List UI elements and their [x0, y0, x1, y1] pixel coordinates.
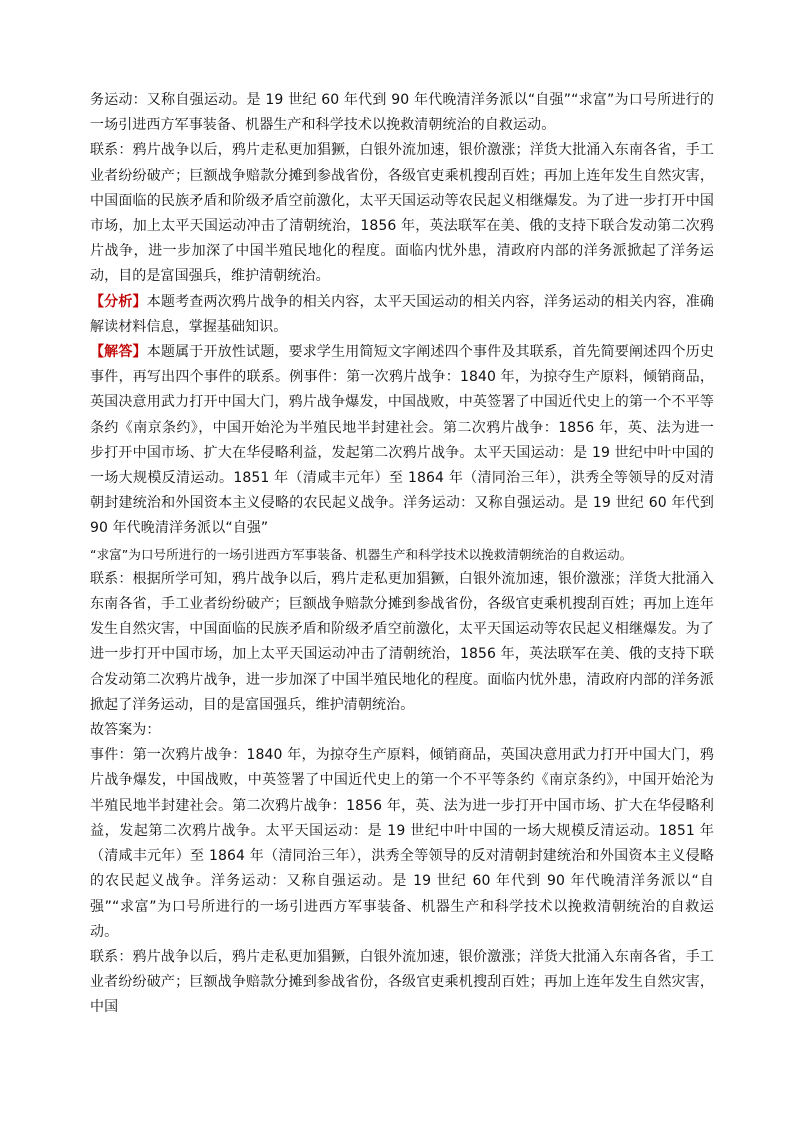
paragraph-text: 务运动：又称自强运动。是 19 世纪 60 年代到 90 年代晚清洋务派以“自强”“求富”为口号所进行的一场引进西方军事装备、机器生产和科学技术以挽救清朝统治的自救运动。	[90, 92, 714, 134]
paragraph-yangwu-definition	[90, 88, 714, 138]
paragraph-connection	[90, 138, 714, 289]
paragraph-text: 本题属于开放性试题，要求学生用简短文字阐述四个事件及其联系，首先简要阐述四个历史事件，再写出四个事件的联系。例事件：第一次鸦片战争：1840 年，为掠夺生产原料，倾销商品，英国决意用武力打开中国大门，鸦片战争爆发，中国战败，中英签署了中国近代史上的第一个不平等条约《南京条约》，中国开始沦为半殖民地半封建社会。第二次鸦片战争：1856 年，英、法为进一步打开中国市场、扩大在华侵略利益，发起第二次鸦片战争。太平天国运动：是 19 世纪中叶中国的一场大规模反清运动。1851 年（清咸丰元年）至 1864 年（清同治三年），洪秀全等领导的反对清朝封建统治和外国资本主义侵略的农民起义战争。洋务运动：又称自强运动。是 19 世纪 60 年代到 90 年代晚清洋务派以“自强”	[90, 344, 714, 537]
paragraph-answer-continued	[90, 542, 714, 567]
paragraph-analysis	[90, 290, 714, 340]
paragraph-final-answer-label	[90, 718, 714, 743]
paragraph-answer-connection	[90, 567, 714, 718]
paragraph-text: 联系：鸦片战争以后，鸦片走私更加猖獗，白银外流加速，银价激涨；洋货大批涌入东南各省，手工业者纷纷破产；巨额战争赔款分摊到参战省份，各级官吏乘机搜刮百姓；再加上连年发生自然灾害，中国面临的民族矛盾和阶级矛盾空前激化，太平天国运动等农民起义相继爆发。为了进一步打开中国市场，加上太平天国运动冲击了清朝统治，1856 年，英法联军在美、俄的支持下联合发动第二次鸦片战争，进一步加深了中国半殖民地化的程度。面临内忧外患，清政府内部的洋务派掀起了洋务运动，目的是富国强兵，维护清朝统治。	[90, 142, 714, 285]
answer-tag: 【解答】	[90, 344, 147, 361]
paragraph-text: “求富”为口号所进行的一场引进西方军事装备、机器生产和科学技术以挽救清朝统治的自救运动。	[90, 546, 633, 562]
paragraph-text: 事件：第一次鸦片战争：1840 年，为掠夺生产原料，倾销商品，英国决意用武力打开中国大门，鸦片战争爆发，中国战败，中英签署了中国近代史上的第一个不平等条约《南京条约》，中国开始沦为半殖民地半封建社会。第二次鸦片战争：1856 年，英、法为进一步打开中国市场、扩大在华侵略利益，发起第二次鸦片战争。太平天国运动：是 19 世纪中叶中国的一场大规模反清运动。1851 年（清咸丰元年）至 1864 年（清同治三年），洪秀全等领导的反对清朝封建统治和外国资本主义侵略的农民起义战争。洋务运动：又称自强运动。是 19 世纪 60 年代到 90 年代晚清洋务派以“自强”“求富”为口号所进行的一场引进西方军事装备、机器生产和科学技术以挽救清朝统治的自救运动。	[90, 747, 714, 940]
paragraph-text: 联系：根据所学可知，鸦片战争以后，鸦片走私更加猖獗，白银外流加速，银价激涨；洋货大批涌入东南各省，手工业者纷纷破产；巨额战争赔款分摊到参战省份，各级官吏乘机搜刮百姓；再加上连年发生自然灾害，中国面临的民族矛盾和阶级矛盾空前激化，太平天国运动等农民起义相继爆发。为了进一步打开中国市场，加上太平天国运动冲击了清朝统治，1856 年，英法联军在美、俄的支持下联合发动第二次鸦片战争，进一步加深了中国半殖民地化的程度。面临内忧外患，清政府内部的洋务派掀起了洋务运动，目的是富国强兵，维护清朝统治。	[90, 570, 714, 713]
paragraph-text: 本题考查两次鸦片战争的相关内容，太平天国运动的相关内容，洋务运动的相关内容，准确解读材料信息，掌握基础知识。	[90, 293, 714, 335]
paragraph-answer	[90, 340, 714, 542]
paragraph-final-events	[90, 743, 714, 945]
analysis-tag: 【分析】	[90, 293, 147, 310]
paragraph-text: 故答案为：	[90, 722, 161, 739]
paragraph-final-connection	[90, 945, 714, 1021]
paragraph-text: 联系：鸦片战争以后，鸦片走私更加猖獗，白银外流加速，银价激涨；洋货大批涌入东南各省，手工业者纷纷破产；巨额战争赔款分摊到参战省份，各级官吏乘机搜刮百姓；再加上连年发生自然灾害，中国	[90, 948, 714, 1016]
document-page	[90, 88, 714, 1021]
